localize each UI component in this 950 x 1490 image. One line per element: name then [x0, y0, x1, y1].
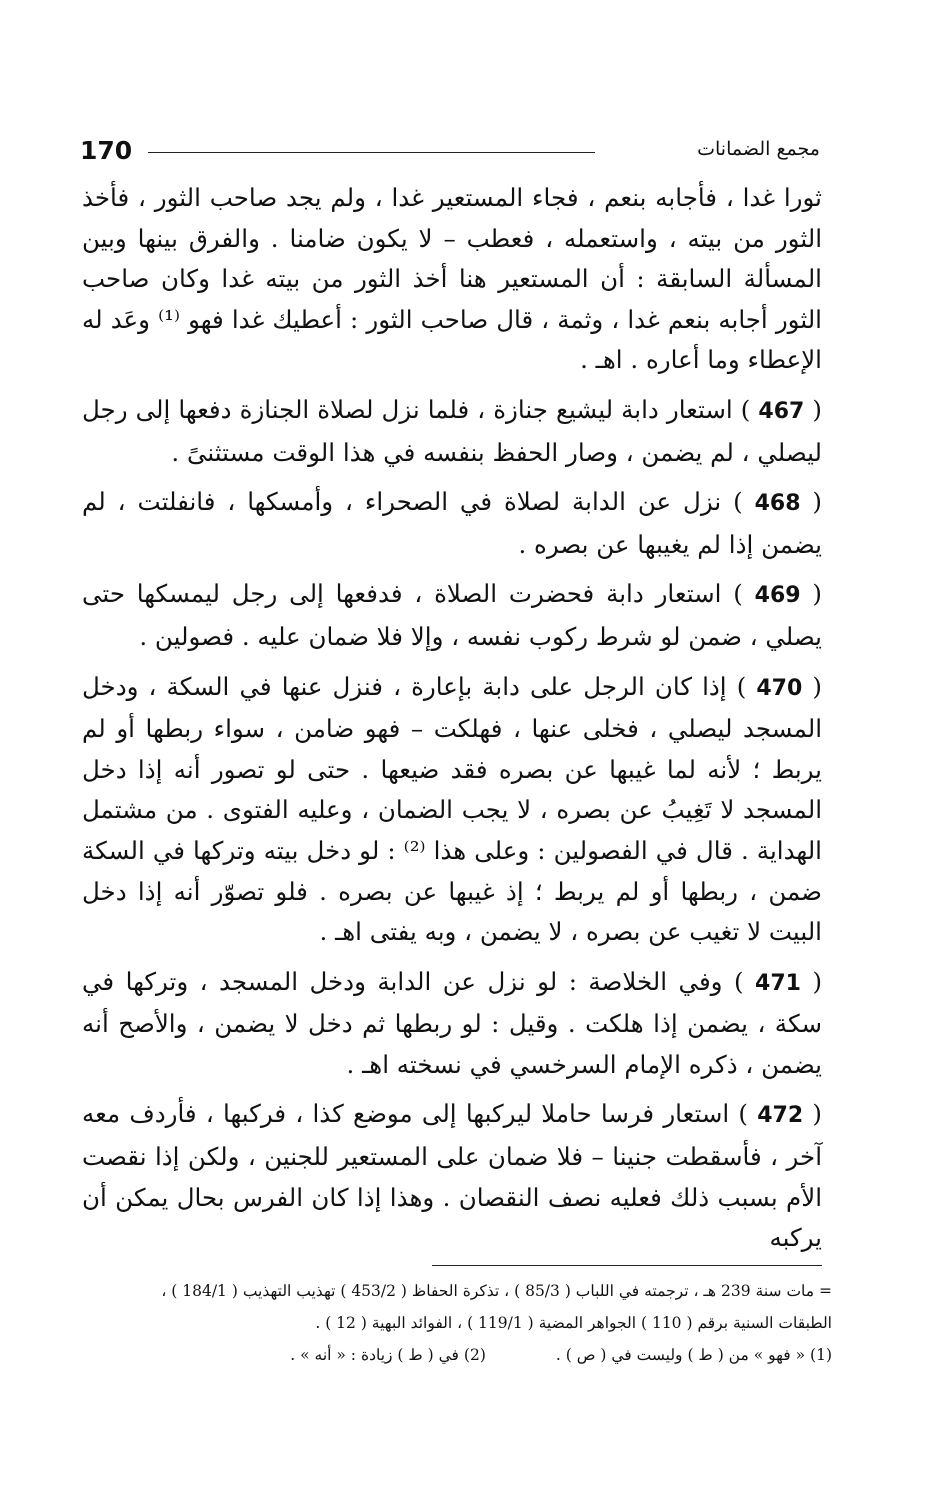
paragraph-471: ( 471 ) وفي الخلاصة : لو نزل عن الدابة ودخل المسجد ، وتركها في سكة ، يضمن إذا هلكت . وقيل : لو ربطها ثم دخل لا يضمن ، والأصح أنه يضمن ، ذكره الإمام السرخسي في نسخته اهـ . — [82, 966, 822, 1079]
paragraph-text: نزل عن الدابة لصلاة في الصحراء ، وأمسكها ، فانفلتت ، لم يضمن إذا لم يغيبها عن بصره . — [82, 487, 822, 559]
paragraph-number: 471 — [755, 970, 801, 996]
paragraph-text: إذا كان الرجل على دابة بإعارة ، فنزل عنها في السكة ، ودخل المسجد ليصلي ، فخلى عنها ، فهلكت – فهو ضامن ، سواء ربطها أو لم يربط ؛ لأنه لما غيبها عن بصره فقد ضيعها . حتى لو تصور أنه إذا دخل المسجد لا تَغِيبُ عن بصره ، لا يجب الضمان ، وعليه الفتوى . من مشتمل الهداية . قال في الفصولين : وعلى هذا ⁽²⁾ : لو دخل بيته وتركها في السكة ضمن ، ربطها أو لم يربط ؛ إذ غيبها عن بصره . فلو تصوّر أنه إذا دخل البيت لا تغيب عن بصره ، لا يضمن ، وبه يفتى اهـ . — [82, 671, 822, 947]
paragraph-continuation — [82, 178, 822, 381]
paragraph-number: 472 — [757, 1103, 804, 1129]
footnote-continuation: = مات سنة 239 هـ ، ترجمته في اللباب ( 85/3 ) ، تذكرة الحفاظ ( 453/2 ) تهذيب التهذيب ( 184/1 ) ، — [161, 1282, 832, 1300]
paragraph-number: 468 — [754, 491, 801, 517]
paragraph-number: 467 — [758, 398, 805, 424]
header-rule — [148, 152, 595, 153]
paragraph-472: ( 472 ) استعار فرسا حاملا ليركبها إلى موضع كذا ، فركبها ، فأردف معه آخر ، فأسقطت جنينا – فلا ضمان على المستعير للجنين ، ولكن إذا نقصت الأم بسبب ذلك فعليه نصف النقصان . وهذا إذا كان الفرس بحال يمكن أن يركبه — [82, 1099, 822, 1253]
paragraph-text: استعار فرسا حاملا ليركبها إلى موضع كذا ، فركبها ، فأردف معه آخر ، فأسقطت جنينا – فلا ضمان على المستعير للجنين ، ولكن إذا نقصت الأم بسبب ذلك فعليه نصف النقصان . وهذا إذا كان الفرس بحال يمكن أن يركبه — [82, 1099, 822, 1253]
paragraph-467: ( 467 ) استعار دابة ليشيع جنازة ، فلما نزل لصلاة الجنازة دفعها إلى رجل ليصلي ، لم يضمن ، وصار الحفظ بنفسه في هذا الوقت مستثنىً . — [82, 394, 822, 467]
paragraph-text: استعار دابة فحضرت الصلاة ، فدفعها إلى رجل ليمسكها حتى يصلي ، ضمن لو شرط ركوب نفسه ، وإلا فلا ضمان عليه . فصولين . — [82, 579, 822, 651]
footnote-2: (2) في ( ط ) زيادة : « أنه » . — [290, 1346, 486, 1364]
footnote-row — [82, 1339, 832, 1371]
paragraph-text: ثورا غدا ، فأجابه بنعم ، فجاء المستعير غدا ، ولم يجد صاحب الثور ، فأخذ الثور من بيته ، واستعمله ، فعطب – لا يكون ضامنا . والفرق بينها وبين المسألة السابقة : أن المستعير هنا أخذ الثور من بيته غدا وكان صاحب الثور أجابه بنعم غدا ، وثمة ، قال صاحب الثور : أعطيك غدا فهو ⁽¹⁾ وعَد له الإعطاء وما أعاره . اهـ . — [82, 183, 822, 375]
paragraph-468: ( 468 ) نزل عن الدابة لصلاة في الصحراء ، وأمسكها ، فانفلتت ، لم يضمن إذا لم يغيبها عن بصره . — [82, 487, 822, 559]
paragraph-text: وفي الخلاصة : لو نزل عن الدابة ودخل المسجد ، وتركها في سكة ، يضمن إذا هلكت . وقيل : لو ربطها ثم دخل لا يضمن ، والأصح أنه يضمن ، ذكره الإمام السرخسي في نسخته اهـ . — [82, 966, 822, 1079]
footnote-separator — [432, 1265, 822, 1266]
main-text — [82, 178, 822, 1259]
book-title: مجمع الضمانات — [697, 138, 820, 160]
paragraph-number: 469 — [754, 583, 801, 609]
running-head — [80, 134, 820, 174]
page-number: 170 — [80, 136, 133, 165]
footnotes — [82, 1275, 832, 1371]
footnote-continuation-2: الطبقات السنية برقم ( 110 ) الجواهر المضية ( 119/1 ) ، الفوائد البهية ( 12 ) . — [315, 1314, 832, 1332]
paragraph-470: ( 470 ) إذا كان الرجل على دابة بإعارة ، فنزل عنها في السكة ، ودخل المسجد ليصلي ، فخلى عنها ، فهلكت – فهو ضامن ، سواء ربطها أو لم يربط ؛ لأنه لما غيبها عن بصره فقد ضيعها . حتى لو تصور أنه إذا دخل المسجد لا تَغِيبُ عن بصره ، لا يجب الضمان ، وعليه الفتوى . من مشتمل الهداية . قال في الفصولين : وعلى هذا ⁽²⁾ : لو دخل بيته وتركها في السكة ضمن ، ربطها أو لم يربط ؛ إذ غيبها عن بصره . فلو تصوّر أنه إذا دخل البيت لا تغيب عن بصره ، لا يضمن ، وبه يفتى اهـ . — [82, 671, 822, 947]
paragraph-469: ( 469 ) استعار دابة فحضرت الصلاة ، فدفعها إلى رجل ليمسكها حتى يصلي ، ضمن لو شرط ركوب نفسه ، وإلا فلا ضمان عليه . فصولين . — [82, 579, 822, 651]
paragraph-number: 470 — [756, 675, 803, 701]
paragraph-text: استعار دابة ليشيع جنازة ، فلما نزل لصلاة الجنازة دفعها إلى رجل ليصلي ، لم يضمن ، وصار الحفظ بنفسه في هذا الوقت مستثنىً . — [82, 394, 822, 467]
footnote-1: (1) « فهو » من ( ط ) وليست في ( ص ) . — [555, 1346, 832, 1364]
